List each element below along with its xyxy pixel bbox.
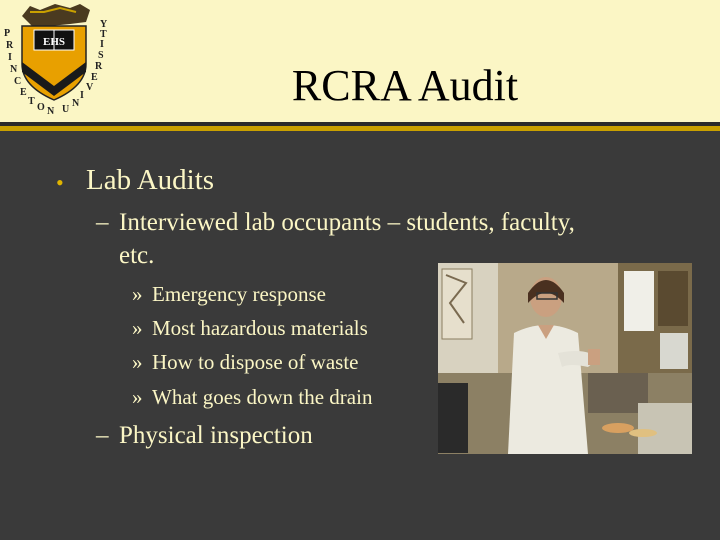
svg-text:V: V: [86, 82, 94, 93]
subitem-hazardous-materials: Most hazardous materials: [152, 316, 368, 340]
header-divider-gold: [0, 126, 720, 131]
svg-text:E: E: [20, 87, 27, 98]
princeton-ehs-logo: [0, 0, 112, 118]
svg-text:N: N: [47, 106, 55, 117]
subitem-marker: »: [132, 282, 143, 306]
subitem-down-the-drain: What goes down the drain: [152, 385, 373, 409]
level2-interviewed-line2: etc.: [119, 242, 155, 269]
svg-text:Y: Y: [100, 19, 108, 30]
svg-text:N: N: [10, 64, 18, 75]
bullet-marker: •: [56, 170, 64, 195]
level1-lab-audits: Lab Audits: [86, 164, 215, 196]
svg-text:C: C: [14, 76, 22, 87]
svg-text:R: R: [6, 40, 14, 51]
svg-text:T: T: [100, 29, 107, 40]
lab-photo: [438, 263, 692, 454]
svg-text:T: T: [28, 96, 35, 107]
level2-interviewed-line1: Interviewed lab occupants – students, faculty,: [119, 209, 575, 236]
lab-photo-illustration: [438, 263, 692, 454]
subitem-marker: »: [132, 385, 143, 409]
svg-text:U: U: [62, 104, 70, 115]
svg-text:S: S: [98, 50, 104, 61]
svg-text:R: R: [95, 61, 103, 72]
svg-text:I: I: [80, 90, 84, 101]
svg-text:E: E: [91, 72, 98, 83]
subitem-dispose-waste: How to dispose of waste: [152, 350, 359, 374]
svg-text:I: I: [100, 39, 104, 50]
logo-ehs-text: EHS: [42, 36, 66, 48]
svg-text:O: O: [37, 102, 45, 113]
level2-dash: –: [96, 422, 109, 449]
level2-dash: –: [96, 209, 109, 236]
subitem-marker: »: [132, 316, 143, 340]
level2-physical-inspection: Physical inspection: [119, 422, 313, 449]
subitem-marker: »: [132, 350, 143, 374]
svg-text:P: P: [4, 28, 11, 39]
subitem-emergency-response: Emergency response: [152, 282, 326, 306]
shield-logo-graphic: [0, 0, 112, 118]
svg-text:I: I: [8, 52, 12, 63]
svg-text:N: N: [72, 98, 80, 109]
slide-title: RCRA Audit: [291, 61, 519, 110]
